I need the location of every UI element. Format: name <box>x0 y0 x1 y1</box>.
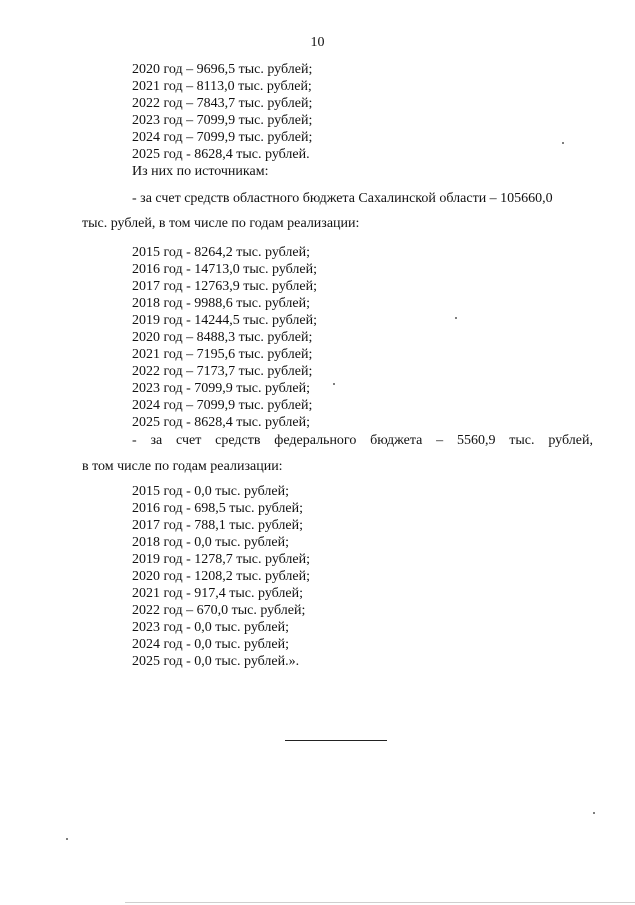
list-item: 2025 год - 8628,4 тыс. рублей; <box>132 415 311 430</box>
list-item: 2021 год – 7195,6 тыс. рублей; <box>132 347 313 362</box>
federal-word: – <box>436 433 444 448</box>
list-item: 2024 год – 7099,9 тыс. рублей; <box>132 398 313 413</box>
federal-word: за <box>150 433 163 448</box>
list-item: 2015 год - 8264,2 тыс. рублей; <box>132 245 311 260</box>
scan-speck <box>455 317 457 319</box>
list-item: 2025 год - 0,0 тыс. рублей.». <box>132 654 300 669</box>
federal-word: федерального <box>274 433 357 448</box>
federal-word: тыс. <box>509 433 535 448</box>
list-item: 2017 год - 788,1 тыс. рублей; <box>132 518 304 533</box>
federal-word: - <box>132 433 137 448</box>
federal-budget-line <box>132 432 593 449</box>
federal-budget-continuation: в том числе по годам реализации: <box>82 459 283 474</box>
funding-list-regional <box>132 244 317 431</box>
list-item: 2024 год - 0,0 тыс. рублей; <box>132 637 290 652</box>
list-item: 2021 год – 8113,0 тыс. рублей; <box>132 79 312 94</box>
sources-heading: Из них по источникам: <box>132 164 269 179</box>
federal-word: бюджета <box>370 433 423 448</box>
list-item: 2021 год - 917,4 тыс. рублей; <box>132 586 304 601</box>
list-item: 2025 год - 8628,4 тыс. рублей. <box>132 147 310 162</box>
federal-word: рублей, <box>548 433 593 448</box>
list-item: 2020 год – 8488,3 тыс. рублей; <box>132 330 313 345</box>
list-item: 2019 год - 14244,5 тыс. рублей; <box>132 313 318 328</box>
regional-budget-line: - за счет средств областного бюджета Сахалинской области – 105660,0 <box>132 191 553 206</box>
list-item: 2016 год - 698,5 тыс. рублей; <box>132 501 304 516</box>
list-item: 2018 год - 9988,6 тыс. рублей; <box>132 296 311 311</box>
list-item: 2016 год - 14713,0 тыс. рублей; <box>132 262 318 277</box>
federal-word: счет <box>176 433 202 448</box>
page-number: 10 <box>310 35 325 50</box>
federal-word: средств <box>215 433 261 448</box>
list-item: 2022 год – 670,0 тыс. рублей; <box>132 603 306 618</box>
list-item: 2023 год - 0,0 тыс. рублей; <box>132 620 290 635</box>
scan-speck <box>593 812 595 814</box>
scan-speck <box>333 383 335 385</box>
scan-speck <box>66 838 68 840</box>
list-item: 2023 год – 7099,9 тыс. рублей; <box>132 113 313 128</box>
scan-speck <box>562 142 564 144</box>
list-item: 2015 год - 0,0 тыс. рублей; <box>132 484 290 499</box>
list-item: 2017 год - 12763,9 тыс. рублей; <box>132 279 318 294</box>
regional-budget-continuation: тыс. рублей, в том числе по годам реализации: <box>82 216 360 231</box>
list-item: 2023 год - 7099,9 тыс. рублей; <box>132 381 311 396</box>
section-end-rule <box>285 740 387 741</box>
list-item: 2018 год - 0,0 тыс. рублей; <box>132 535 290 550</box>
federal-word: 5560,9 <box>456 433 496 448</box>
list-item: 2020 год - 1208,2 тыс. рублей; <box>132 569 311 584</box>
list-item: 2022 год – 7843,7 тыс. рублей; <box>132 96 313 111</box>
list-item: 2019 год - 1278,7 тыс. рублей; <box>132 552 311 567</box>
list-item: 2024 год – 7099,9 тыс. рублей; <box>132 130 313 145</box>
list-item: 2022 год – 7173,7 тыс. рублей; <box>132 364 313 379</box>
funding-list-total <box>132 61 312 180</box>
funding-list-federal <box>132 483 310 670</box>
scan-edge-line <box>125 902 635 903</box>
list-item: 2020 год – 9696,5 тыс. рублей; <box>132 62 313 77</box>
